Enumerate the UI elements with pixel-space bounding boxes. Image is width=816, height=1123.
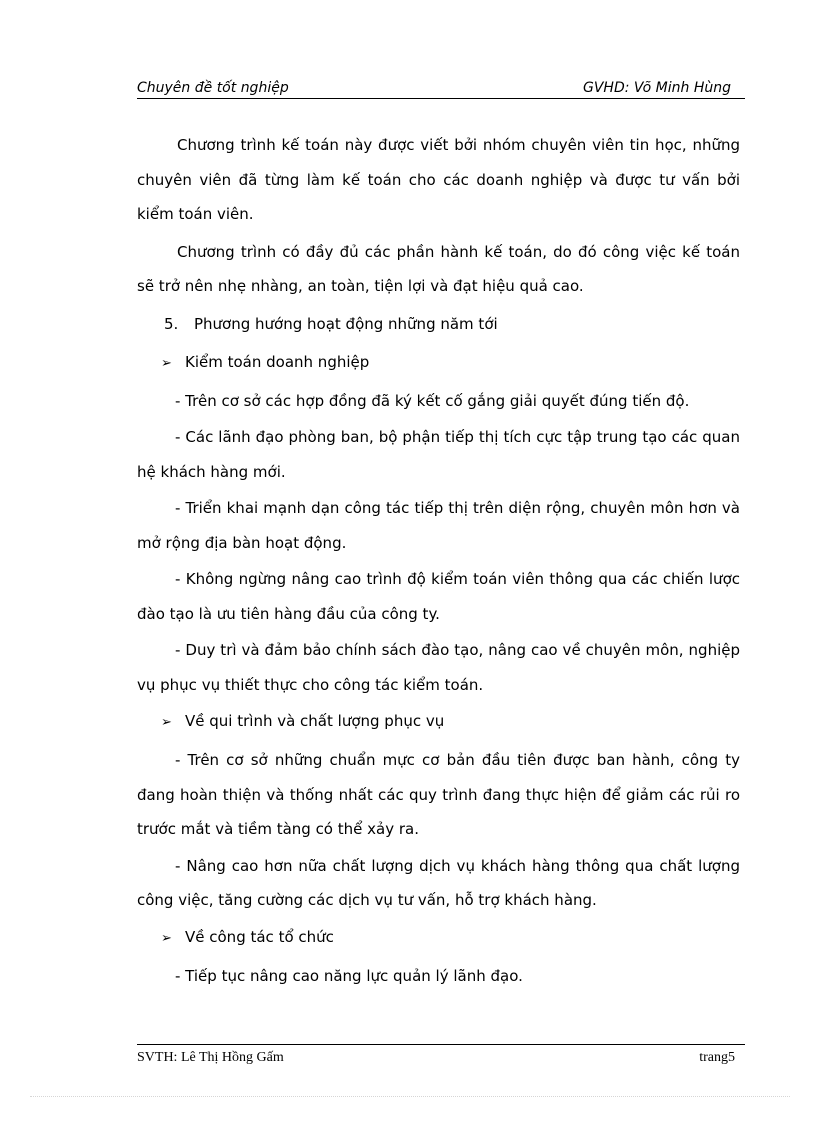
header-title: Chuyên đề tốt nghiệp	[137, 80, 289, 96]
page-footer	[137, 1044, 745, 1066]
list-item: - Triển khai mạnh dạn công tác tiếp thị trên diện rộng, chuyên môn hơn và mở rộng địa bàn hoạt động.	[137, 499, 740, 552]
section-title: Phương hướng hoạt động những năm tới	[194, 314, 498, 333]
list-item: - Trên cơ sở những chuẩn mực cơ bản đầu tiên được ban hành, công ty đang hoàn thiện và thống nhất các quy trình đang thực hiện để giảm các rủi ro trước mắt và tiềm tàng có thể xảy ra.	[137, 751, 740, 838]
list-item: - Tiếp tục nâng cao năng lực quản lý lãnh đạo.	[175, 966, 523, 985]
bullet-text: Về qui trình và chất lượng phục vụ	[185, 712, 445, 730]
bullet-text: Kiểm toán doanh nghiệp	[185, 352, 370, 371]
paragraph: Chương trình kế toán này được viết bởi nhóm chuyên viên tin học, những chuyên viên đã từng làm kế toán cho các doanh nghiệp và được tư vấn bởi kiểm toán viên.	[137, 136, 740, 223]
list-item: - Nâng cao hơn nữa chất lượng dịch vụ khách hàng thông qua chất lượng công việc, tăng cường các dịch vụ tư vấn, hỗ trợ khách hàng.	[137, 856, 740, 909]
bullet-heading	[137, 920, 740, 956]
arrow-bullet-icon: ➢	[161, 355, 172, 371]
list-item: - Duy trì và đảm bảo chính sách đào tạo, nâng cao về chuyên môn, nghiệp vụ phục vụ thiết thực cho công tác kiểm toán.	[137, 641, 740, 694]
header-supervisor: GVHD: Võ Minh Hùng	[583, 80, 731, 96]
bullet-heading	[137, 345, 740, 381]
footer-author: SVTH: Lê Thị Hồng Gấm	[137, 1050, 284, 1065]
section-number: 5.	[164, 314, 179, 333]
arrow-bullet-icon: ➢	[161, 715, 172, 730]
section-heading	[137, 307, 740, 341]
document-body	[137, 128, 740, 995]
bullet-heading	[137, 704, 740, 740]
bullet-text: Về công tác tổ chức	[185, 927, 334, 946]
list-item: - Không ngừng nâng cao trình độ kiểm toán viên thông qua các chiến lược đào tạo là ưu tiên hàng đầu của công ty.	[137, 570, 740, 623]
arrow-bullet-icon: ➢	[161, 930, 172, 946]
paragraph: Chương trình có đầy đủ các phần hành kế toán, do đó công việc kế toán sẽ trở nên nhẹ nhàng, an toàn, tiện lợi và đạt hiệu quả cao.	[137, 242, 740, 295]
page-header	[137, 80, 745, 99]
list-item: - Trên cơ sở các hợp đồng đã ký kết cố gắng giải quyết đúng tiến độ.	[175, 391, 690, 410]
page-number: trang5	[699, 1050, 735, 1065]
list-item: - Các lãnh đạo phòng ban, bộ phận tiếp thị tích cực tập trung tạo các quan hệ khách hàng mới.	[137, 428, 740, 481]
page-border-dots	[30, 1096, 790, 1097]
